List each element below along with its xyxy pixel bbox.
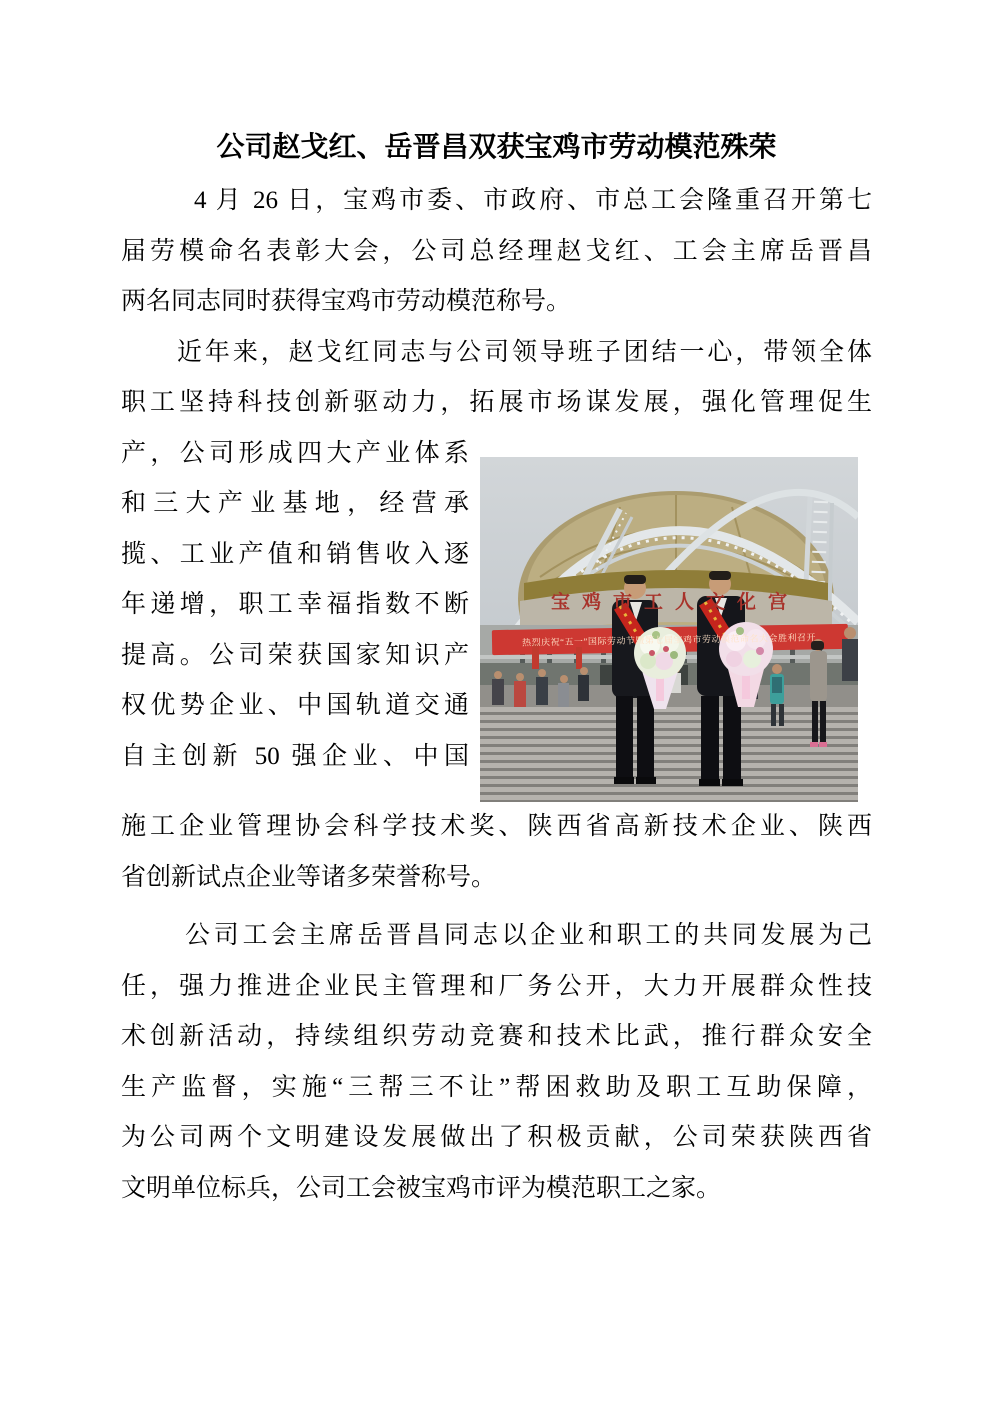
paragraph-line: 公司工会主席岳晋昌同志以企业和职工的共同发展为己 — [185, 922, 872, 949]
paragraph-line: 为公司两个文明建设发展做出了积极贡献，公司荣获陕西省 — [121, 1124, 872, 1151]
paragraph-line: 和三大产业基地，经营承 — [121, 490, 469, 517]
paragraph-3 — [121, 911, 872, 1214]
page-title: 公司赵戈红、岳晋昌双获宝鸡市劳动模范殊荣 — [216, 132, 777, 163]
paragraph-line: 近年来，赵戈红同志与公司领导班子团结一心，带领全体 — [177, 338, 872, 366]
paragraph-line: 生产监督，实施“三帮三不让”帮困救助及职工互助保障， — [121, 1073, 872, 1101]
text-wrap-column — [121, 429, 469, 783]
paragraph-line: 提高。公司荣获国家知识产 — [121, 641, 469, 669]
paragraph-line: 职工坚持科技创新驱动力，拓展市场谋发展，强化管理促生 — [121, 389, 872, 416]
paragraph-line: 产，公司形成四大产业体系 — [121, 439, 469, 467]
crowd-left — [492, 643, 589, 707]
paragraph-line: 自主创新 50 强企业、中国 — [121, 742, 469, 770]
paragraph-line: 揽、工业产值和销售收入逐 — [121, 540, 469, 568]
paragraph-line: 术创新活动，持续组织劳动竞赛和技术比武，推行群众安全 — [121, 1023, 872, 1050]
paragraph-line: 两名同志同时获得宝鸡市劳动模范称号。 — [121, 288, 572, 315]
paragraph-line: 省创新试点企业等诸多荣誉称号。 — [121, 863, 497, 891]
paragraph-line: 届劳模命名表彰大会，公司总经理赵戈红、工会主席岳晋昌 — [121, 237, 872, 265]
paragraph-line: 任，强力推进企业民主管理和厂务公开，大力开展群众性技 — [121, 972, 872, 1000]
paragraph-line: 施工企业管理协会科学技术奖、陕西省高新技术企业、陕西 — [121, 813, 872, 840]
banner-text: 热烈庆祝“五一”国际劳动节暨第七届宝鸡市劳动模范命名大会胜利召开 — [521, 632, 817, 648]
paragraph-line: 文明单位标兵，公司工会被宝鸡市评为模范职工之家。 — [121, 1174, 722, 1202]
news-photo — [480, 457, 858, 802]
paragraph-line: 4 月 26 日，宝鸡市委、市政府、市总工会隆重召开第七 — [194, 187, 872, 214]
paragraph-1 — [121, 176, 872, 328]
paragraph-line: 权优势企业、中国轨道交通 — [121, 692, 469, 719]
building-sign-text: 宝鸡市工人文化宫 — [550, 592, 799, 613]
paragraph-line: 年递增，职工幸福指数不断 — [121, 591, 469, 618]
